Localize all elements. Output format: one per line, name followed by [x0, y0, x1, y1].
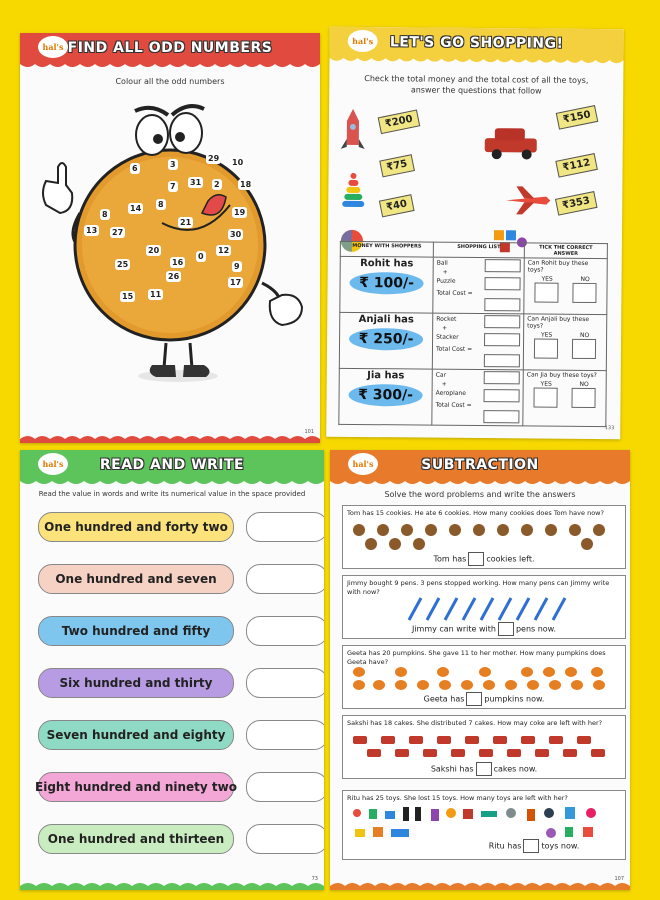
number-words-pill: Eight hundred and ninety two — [38, 772, 234, 802]
cake-icons — [351, 734, 617, 760]
shopper-row-anjali — [339, 312, 606, 370]
number-chip[interactable]: 15 — [122, 292, 134, 301]
numeral-answer-field[interactable] — [246, 564, 324, 594]
buy-question: Can Jia buy these toys? — [526, 371, 597, 380]
number-words-pill: One hundred and seven — [38, 564, 234, 594]
page-number: 107 — [614, 876, 624, 882]
problem-text: Jimmy bought 9 pens. 3 pens stopped working. How many pens can Jimmy write with now? — [347, 579, 610, 596]
total-cost-label: Total Cost = — [435, 345, 473, 353]
col-header-tick: TICK THE CORRECT ANSWER — [524, 243, 607, 259]
answer-sentence — [343, 762, 625, 776]
odd-sheet-header — [20, 33, 320, 63]
odd-sheet-title: FIND ALL ODD NUMBERS — [67, 40, 273, 56]
answer-prefix: Geeta has — [423, 694, 465, 704]
numeral-answer-field[interactable] — [246, 824, 324, 854]
header-scallop — [20, 62, 320, 70]
number-chip[interactable]: 11 — [150, 290, 162, 299]
sub-sheet-header — [330, 450, 630, 480]
number-chip[interactable]: 21 — [180, 218, 192, 227]
odd-sheet-instruction: Colour all the odd numbers — [115, 77, 225, 86]
rw-row — [38, 512, 324, 540]
brand-logo: hal's — [38, 36, 68, 58]
answer-sentence — [343, 552, 625, 566]
cost-input[interactable] — [484, 371, 520, 384]
problem-text: Geeta has 20 pumpkins. She gave 11 to her mother. How many pumpkins does Geeta have? — [347, 649, 606, 666]
car-icon — [485, 128, 537, 159]
word-problem-pumpkins — [342, 645, 626, 709]
word-problem-pens — [342, 575, 626, 639]
shop-sheet-header — [330, 27, 624, 60]
page-number: 101 — [304, 429, 314, 435]
no-checkbox[interactable] — [572, 339, 596, 359]
col-header-list: SHOPPING LIST — [433, 242, 524, 258]
total-cost-input[interactable] — [483, 410, 519, 423]
yes-label: YES — [541, 275, 553, 283]
list-item-2: Puzzle — [436, 277, 456, 285]
answer-sentence — [343, 692, 625, 706]
number-chip[interactable]: 8 — [158, 200, 164, 209]
pumpkin-icons — [351, 666, 617, 692]
shopper-money: ₹ 300/- — [348, 384, 423, 407]
answer-box[interactable] — [466, 692, 482, 706]
numeral-answer-field[interactable] — [246, 668, 324, 698]
numeral-answer-field[interactable] — [246, 720, 324, 750]
number-chip[interactable]: 27 — [112, 228, 124, 237]
list-item-1: Ball — [436, 259, 448, 267]
word-problem-toys — [342, 790, 626, 860]
buy-question: Can Anjali buy these toys? — [527, 315, 590, 330]
rw-row — [38, 564, 324, 592]
word-problem-cakes — [342, 715, 626, 779]
cost-input[interactable] — [485, 277, 521, 290]
answer-suffix: cakes now. — [493, 764, 538, 774]
cookie-monster-illustration — [20, 93, 320, 393]
list-item-1: Rocket — [436, 315, 457, 323]
no-checkbox[interactable] — [572, 283, 596, 303]
number-chip[interactable]: 31 — [190, 178, 202, 187]
no-label: NO — [579, 380, 589, 388]
subtraction-sheet — [330, 450, 630, 890]
price-tag-stacker: ₹75 — [379, 154, 415, 177]
no-checkbox[interactable] — [571, 388, 595, 408]
no-label: NO — [579, 331, 590, 340]
pen-icons — [351, 596, 617, 622]
shop-sheet-instruction: Check the total money and the total cost of all the toys, answer the questions that follow — [364, 74, 589, 96]
yes-label: YES — [540, 331, 553, 339]
rw-row — [38, 824, 324, 852]
number-chip[interactable]: 9 — [234, 262, 240, 271]
problem-text: Sakshi has 18 cakes. She distributed 7 cakes. How may coke are left with her? — [347, 719, 603, 727]
yes-checkbox[interactable] — [534, 339, 558, 359]
number-chip[interactable]: 13 — [86, 226, 98, 235]
shopping-sheet — [326, 27, 624, 440]
answer-box[interactable] — [523, 839, 539, 853]
shopper-row-jia — [339, 368, 606, 426]
shopper-name: Jia has — [367, 370, 405, 382]
col-header-money: MONEY WITH SHOPPERS — [340, 241, 433, 257]
rw-row — [38, 616, 324, 644]
number-words-pill: One hundred and thirteen — [38, 824, 234, 854]
number-chip[interactable]: 8 — [102, 210, 108, 219]
answer-prefix: Tom has — [433, 554, 467, 564]
stacker-icon — [342, 173, 364, 207]
brand-logo: hal's — [348, 30, 378, 52]
number-chip[interactable]: 12 — [218, 246, 230, 255]
rw-sheet-header — [20, 450, 324, 480]
answer-prefix: Sakshi has — [430, 764, 474, 774]
answer-prefix: Ritu has — [488, 841, 522, 851]
total-cost-input[interactable] — [484, 298, 520, 311]
brand-logo: hal's — [348, 453, 378, 475]
price-tag-ball: ₹40 — [379, 194, 415, 217]
number-chip[interactable]: 3 — [170, 160, 176, 169]
number-chip[interactable]: 0 — [198, 252, 204, 261]
shopper-name: Rohit has — [360, 257, 414, 270]
yes-label: YES — [540, 380, 552, 388]
problem-text: Tom has 15 cookies. He ate 6 cookies. How many cookies does Tom have now? — [347, 509, 604, 517]
no-label: NO — [580, 275, 590, 284]
word-problem-cookies — [342, 505, 626, 569]
rw-sheet-instruction: Read the value in words and write its numerical value in the space provided — [38, 490, 306, 498]
shop-sheet-title: LET'S GO SHOPPING! — [389, 34, 564, 52]
sub-sheet-instruction: Solve the word problems and write the answers — [384, 490, 576, 499]
number-chip[interactable]: 10 — [232, 158, 244, 167]
answer-suffix: cookies left. — [486, 554, 535, 564]
list-item-2: Aeroplane — [435, 389, 466, 397]
number-words-pill: Seven hundred and eighty — [38, 720, 234, 750]
answer-suffix: toys now. — [541, 841, 580, 851]
rw-row — [35, 772, 324, 800]
number-words-pill: One hundred and forty two — [38, 512, 234, 542]
odd-numbers-sheet — [20, 33, 320, 443]
number-chip[interactable]: 16 — [172, 258, 184, 267]
numeral-answer-field[interactable] — [246, 616, 324, 646]
price-tag-car: ₹150 — [556, 105, 598, 130]
number-chip[interactable]: 7 — [170, 182, 176, 191]
number-chip[interactable]: 29 — [208, 154, 220, 163]
header-scallop — [329, 56, 623, 67]
answer-suffix: pens now. — [515, 624, 557, 634]
footer-scallop — [20, 435, 320, 443]
page-number: 133 — [604, 425, 615, 432]
buy-question: Can Rohit buy these toys? — [527, 259, 589, 274]
number-chip[interactable]: 20 — [148, 246, 160, 255]
shopper-money: ₹ 250/- — [349, 328, 424, 351]
cost-input[interactable] — [484, 315, 520, 328]
price-tag-puzzle: ₹353 — [555, 191, 597, 216]
numeral-answer-field[interactable] — [246, 772, 324, 802]
plus-sign: + — [441, 380, 447, 388]
cost-input[interactable] — [485, 259, 521, 272]
shopping-table — [338, 241, 608, 427]
numeral-answer-field[interactable] — [246, 512, 324, 542]
answer-sentence — [343, 622, 625, 636]
footer-scallop — [20, 882, 324, 890]
problem-text: Ritu has 25 toys. She lost 15 toys. How many toys are left with her? — [347, 794, 568, 802]
shopper-money: ₹ 100/- — [349, 272, 424, 295]
number-chip[interactable]: 25 — [117, 260, 129, 269]
shopper-name: Anjali has — [358, 313, 414, 326]
page-number: 73 — [311, 876, 318, 882]
cost-input[interactable] — [484, 389, 520, 402]
rw-row — [38, 668, 324, 696]
number-words-pill: Two hundred and fifty — [38, 616, 234, 646]
price-tag-aeroplane: ₹112 — [555, 153, 597, 178]
yes-checkbox[interactable] — [533, 388, 557, 408]
answer-box[interactable] — [498, 622, 514, 636]
header-scallop — [20, 479, 324, 487]
answer-suffix: pumpkins now. — [484, 694, 545, 704]
cost-input[interactable] — [484, 333, 520, 346]
number-words-pill: Six hundred and thirty — [38, 668, 234, 698]
rw-sheet-title: READ AND WRITE — [99, 457, 245, 473]
rocket-icon — [341, 109, 365, 149]
header-scallop — [330, 479, 630, 487]
total-cost-input[interactable] — [484, 354, 520, 367]
list-item-2: Stacker — [436, 333, 459, 341]
answer-prefix: Jimmy can write with — [411, 624, 496, 634]
brand-logo: hal's — [38, 453, 68, 475]
cookie-icons — [351, 522, 617, 552]
number-chip[interactable]: 14 — [130, 204, 142, 213]
read-and-write-sheet — [20, 450, 324, 890]
number-chip[interactable]: 6 — [132, 164, 138, 173]
answer-box[interactable] — [476, 762, 492, 776]
total-cost-label: Total Cost = — [435, 401, 472, 409]
yes-checkbox[interactable] — [534, 283, 558, 303]
total-cost-label: Total Cost = — [436, 289, 473, 297]
shopper-row-rohit — [340, 256, 607, 314]
number-chip[interactable]: 19 — [234, 208, 246, 217]
plus-sign: + — [442, 324, 448, 332]
answer-sentence — [443, 839, 625, 853]
number-chip[interactable]: 2 — [214, 180, 220, 189]
number-chip[interactable]: 26 — [168, 272, 180, 281]
rw-row — [38, 720, 324, 748]
number-chip[interactable]: 30 — [230, 230, 242, 239]
list-item-1: Car — [435, 371, 447, 379]
number-chip[interactable]: 17 — [230, 278, 242, 287]
plus-sign: + — [442, 268, 448, 276]
footer-scallop — [330, 882, 630, 890]
answer-box[interactable] — [468, 552, 484, 566]
aeroplane-icon — [506, 186, 550, 214]
number-chip[interactable]: 18 — [240, 180, 252, 189]
sub-sheet-title: SUBTRACTION — [421, 457, 539, 473]
price-tag-rocket: ₹200 — [378, 110, 420, 135]
